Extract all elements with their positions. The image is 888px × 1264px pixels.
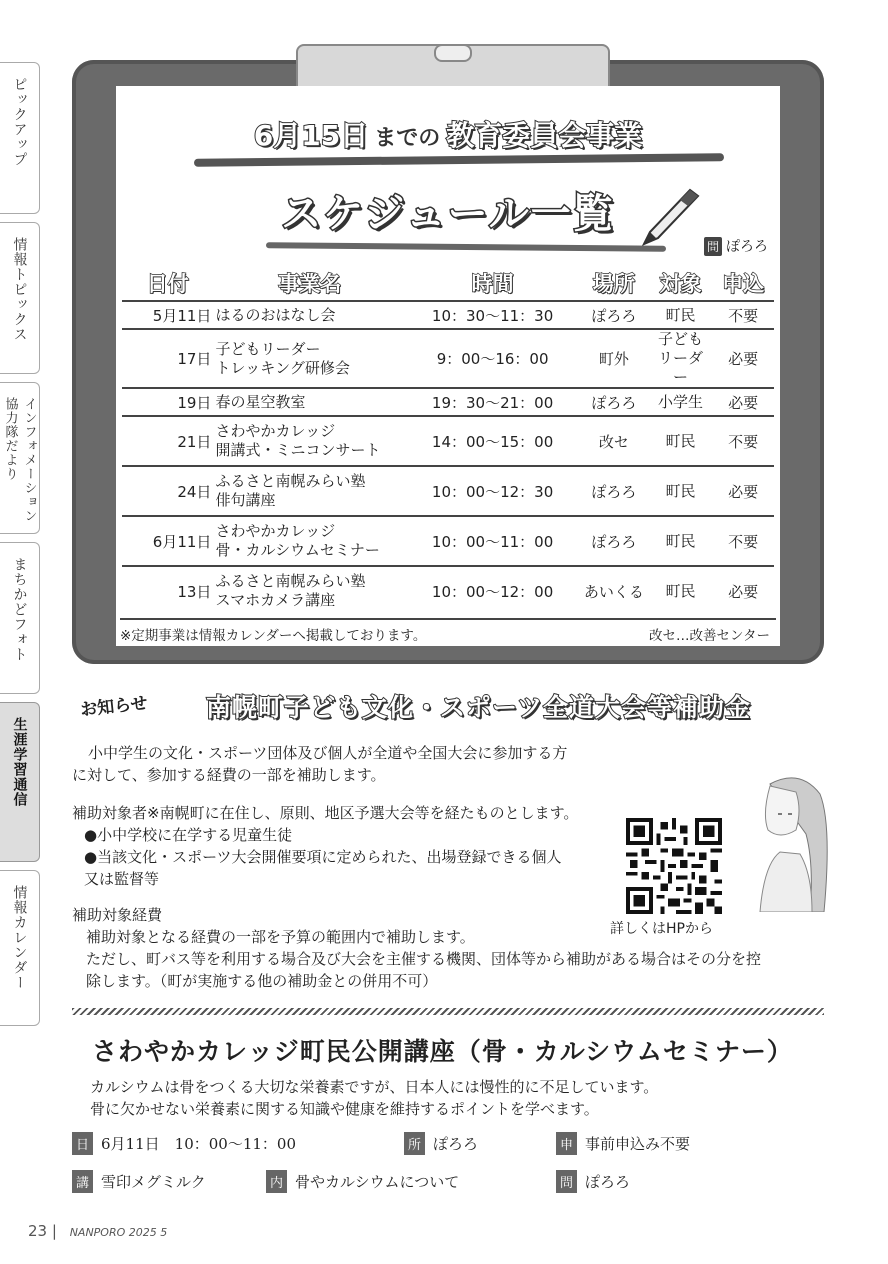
schedule-table	[122, 266, 774, 615]
brush-stroke	[266, 242, 666, 251]
schedule-note: ※定期事業は情報カレンダーへ掲載しております。 改セ…改善センター	[120, 618, 776, 644]
table-row: 19日 春の星空教室 19：30～21：00 ぽろろ 小学生 必要	[122, 388, 774, 416]
table-row: 24日 ふるさと南幌みらい塾 俳句講座 10：00～12：30 ぽろろ 町民 必要	[122, 466, 774, 516]
lecturer-tag: 講	[72, 1170, 93, 1193]
info-contact: 問 ぽろろ	[556, 1170, 630, 1193]
contact-tag: 問	[704, 237, 722, 256]
date-tag: 日	[72, 1132, 93, 1155]
kalle-title: さわやかカレッジ町民公開講座（骨・カルシウムセミナー）	[92, 1037, 793, 1066]
section-divider	[72, 1008, 824, 1015]
side-tab-topics[interactable]: 情報トピックス	[0, 222, 40, 374]
info-date: 日 6月11日 10：00～11：00	[72, 1132, 296, 1155]
header-time: 時間	[471, 272, 514, 296]
header-event: 事業名	[278, 272, 342, 296]
notice-cost-line: 除します。（町が実施する他の補助金との併用不可）	[86, 972, 438, 990]
side-tab-information[interactable]: インフォメーション 協力隊だより	[0, 382, 40, 534]
info-apply: 申 事前申込み不要	[556, 1132, 690, 1155]
contact-tag: 問	[556, 1170, 577, 1193]
table-row: 21日 さわやかカレッジ 開講式・ミニコンサート 14：00～15：00 改セ 町民 不要	[122, 416, 774, 466]
notice-cost-line: 補助対象となる経費の一部を予算の範囲内で補助します。	[86, 928, 475, 946]
header-date: 日付	[146, 272, 189, 296]
side-tab-pickup[interactable]: ピックアップ	[0, 62, 40, 214]
side-tab-machikado[interactable]: まちかどフォト	[0, 542, 40, 694]
notice-badge: お知らせ	[79, 693, 149, 721]
heading-made: までの	[374, 126, 441, 151]
info-place: 所 ぽろろ	[404, 1132, 478, 1155]
page-number: 23	[28, 1222, 48, 1240]
qr-caption: 詳しくはHPから	[610, 921, 713, 937]
notice-intro-line1: 小中学生の文化・スポーツ団体及び個人が全道や全国大会に参加する方	[88, 744, 568, 762]
page-footer: 23 | NANPORO 2025 5	[28, 1222, 168, 1240]
schedule-heading	[116, 114, 780, 154]
schedule-contact: 問 ぽろろ	[704, 236, 768, 256]
schedule-title: スケジュール一覧	[281, 191, 615, 237]
brush-stroke	[194, 153, 724, 167]
side-tab-calendar[interactable]: 情報カレンダー	[0, 870, 40, 1026]
side-tab-lifelong-learning[interactable]: 生涯学習通信	[0, 702, 40, 862]
apply-tag: 申	[556, 1132, 577, 1155]
header-apply: 申込	[722, 272, 765, 296]
magazine-label: NANPORO 2025 5	[69, 1226, 168, 1239]
heading-committee: 教育委員会事業	[446, 119, 643, 152]
notice-cost-line: ただし、町バス等を利用する場合及び大会を主催する機関、団体等から補助がある場合はその分を控	[86, 950, 762, 968]
pen-icon	[636, 182, 706, 252]
schedule-paper	[116, 86, 780, 646]
notice-intro-line2: に対して、参加する経費の一部を補助します。	[72, 766, 386, 784]
info-lecturer: 講 雪印メグミルク	[72, 1170, 206, 1193]
table-row: 6月11日 さわやかカレッジ 骨・カルシウムセミナー 10：00～11：00 ぽろろ 町民 不要	[122, 516, 774, 566]
qr-code[interactable]	[626, 818, 722, 914]
notice-target-heading: 補助対象者※南幌町に在住し、原則、地区予選大会等を経たものとします。	[72, 804, 579, 822]
header-place: 場所	[592, 272, 635, 296]
kalle-desc: カルシウムは骨をつくる大切な栄養素ですが、日本人には慢性的に不足しています。	[90, 1078, 659, 1096]
clipboard-clip-ring	[434, 44, 472, 62]
girl-illustration	[740, 774, 830, 912]
notice-bullet: ●小中学校に在学する児童生徒	[84, 826, 293, 844]
notice-bullet-cont: 又は監督等	[84, 870, 160, 888]
info-content: 内 骨やカルシウムについて	[266, 1170, 459, 1193]
place-tag: 所	[404, 1132, 425, 1155]
notice-cost-heading: 補助対象経費	[72, 906, 163, 924]
notice-title: 南幌町子ども文化・スポーツ全道大会等補助金	[206, 693, 752, 722]
content-tag: 内	[266, 1170, 287, 1193]
table-row: 13日 ふるさと南幌みらい塾 スマホカメラ講座 10：00～12：00 あいくる 町民 必要	[122, 566, 774, 615]
table-row: 5月11日 はるのおはなし会 10：30～11：30 ぽろろ 町民 不要	[122, 301, 774, 329]
heading-date: 6月15日	[253, 119, 369, 152]
header-target: 対象	[659, 272, 702, 296]
table-row: 17日 子どもリーダー トレッキング研修会 9：00～16：00 町外 子ども リーダー 必要	[122, 329, 774, 388]
kalle-desc: 骨に欠かせない栄養素に関する知識や健康を維持するポイントを学べます。	[90, 1100, 599, 1118]
notice-bullet: ●当該文化・スポーツ大会開催要項に定められた、出場登録できる個人	[84, 848, 562, 866]
abbreviation-note: 改セ…改善センター	[649, 628, 770, 644]
